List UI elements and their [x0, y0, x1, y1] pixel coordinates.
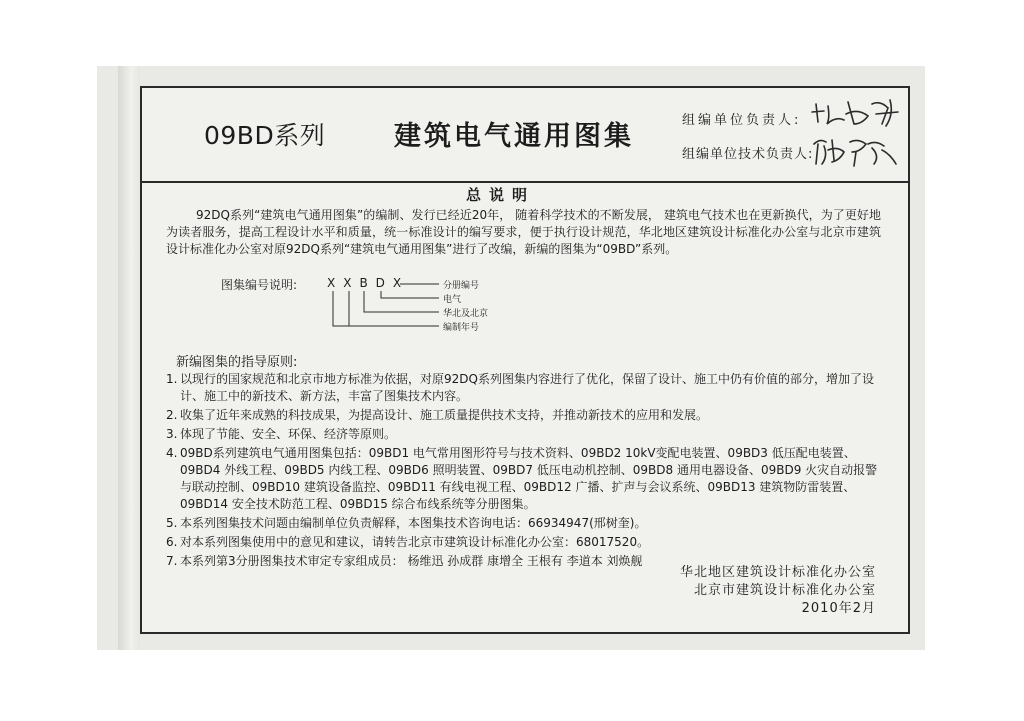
list-item-number: 7.	[166, 554, 178, 568]
general-notes-title: 总说明	[466, 186, 536, 204]
document-frame	[140, 86, 910, 634]
office-name-beijing: 北京市建筑设计标准化办公室	[693, 583, 876, 598]
list-item-text: 收集了近年来成熟的科技成果，为提高设计、施工质量提供技术支持，并推动新技术的应用和发展。	[180, 408, 709, 422]
list-item-number: 2.	[166, 408, 178, 422]
issue-date: 2010年2月	[801, 601, 876, 616]
list-item-number: 3.	[166, 427, 178, 441]
tech-responsible-signature	[810, 130, 902, 170]
org-responsible-signature	[810, 94, 902, 130]
numbering-code: XXBDX	[327, 276, 410, 290]
list-item-number: 6.	[166, 535, 178, 549]
intro-paragraph: 92DQ系列“建筑电气通用图集”的编制、发行已经近20年， 随着科学技术的不断发展， 建筑电气技术也在更新换代，为了更好地为读者服务，提高工程设计水平和质量，统一标准设计的编写要求，便于执行设计规范，华北地区建筑设计标准化办公室与北京市建筑设计标准化办公室对原92DQ系列“建筑电气通用图集”进行了改编，新编的图集为“09BD”系列。	[166, 208, 881, 256]
tech-responsible-label: 组编单位技术负责人:	[682, 147, 814, 162]
principles-list	[166, 371, 886, 572]
numbering-item: 华北及北京	[443, 309, 489, 319]
list-item-number: 5.	[166, 516, 178, 530]
list-item-text: 本系列图集技术问题由编制单位负责解释，本图集技术咨询电话：66934947(邢树奎)。	[180, 516, 647, 530]
office-name-north-china: 华北地区建筑设计标准化办公室	[679, 565, 876, 580]
list-item	[166, 534, 886, 551]
page-fold-shadow	[118, 66, 140, 650]
list-item	[166, 445, 886, 513]
numbering-item: 编制年号	[443, 323, 480, 333]
numbering-explanation	[221, 276, 521, 340]
numbering-leader-lines	[221, 276, 451, 340]
issuing-office	[666, 564, 876, 618]
list-item-text: 以现行的国家规范和北京市地方标准为依据，对原92DQ系列图集内容进行了优化，保留了设计、施工中仍有价值的部分，增加了设计、施工中的新技术、新方法，丰富了图集技术内容。	[180, 372, 874, 403]
title-block	[142, 88, 908, 183]
numbering-item: 电气	[443, 295, 462, 305]
list-item-text: 对本系列图集使用中的意见和建议，请转告北京市建筑设计标准化办公室：68017520。	[180, 535, 650, 549]
list-item-number: 1.	[166, 372, 178, 386]
list-item	[166, 515, 886, 532]
series-code: 09BD系列	[204, 121, 326, 150]
album-title: 建筑电气通用图集	[394, 121, 634, 152]
list-item-text: 体现了节能、安全、环保、经济等原则。	[180, 427, 397, 441]
org-responsible-label: 组编单位负责人:	[682, 113, 802, 128]
list-item-number: 4.	[166, 446, 178, 460]
numbering-item: 分册编号	[443, 281, 480, 291]
list-item	[166, 426, 886, 443]
numbering-label: 图集编号说明:	[221, 278, 298, 292]
list-item-text: 本系列第3分册图集技术审定专家组成员： 杨维迅 孙成群 康增全 王根有 李道本 刘焕舰	[180, 554, 643, 568]
list-item	[166, 407, 886, 424]
list-item	[166, 371, 886, 405]
list-item-text: 09BD系列建筑电气通用图集包括：09BD1 电气常用图形符号与技术资料、09BD2 10kV变配电装置、09BD3 低压配电装置、09BD4 外线工程、09BD5 内线工程、09BD6 照明装置、09BD7 低压电动机控制、09BD8 通用电器设备、09BD9 火灾自动报警与联动控制、09BD10 建筑设备监控、09BD11 有线电视工程、09BD12 广播、扩声与会议系统、09BD13 建筑物防雷装置、09BD14 安全技术防范工程、09BD15 综合布线系统等分册图集。	[180, 446, 878, 511]
principles-title: 新编图集的指导原则:	[176, 355, 298, 370]
